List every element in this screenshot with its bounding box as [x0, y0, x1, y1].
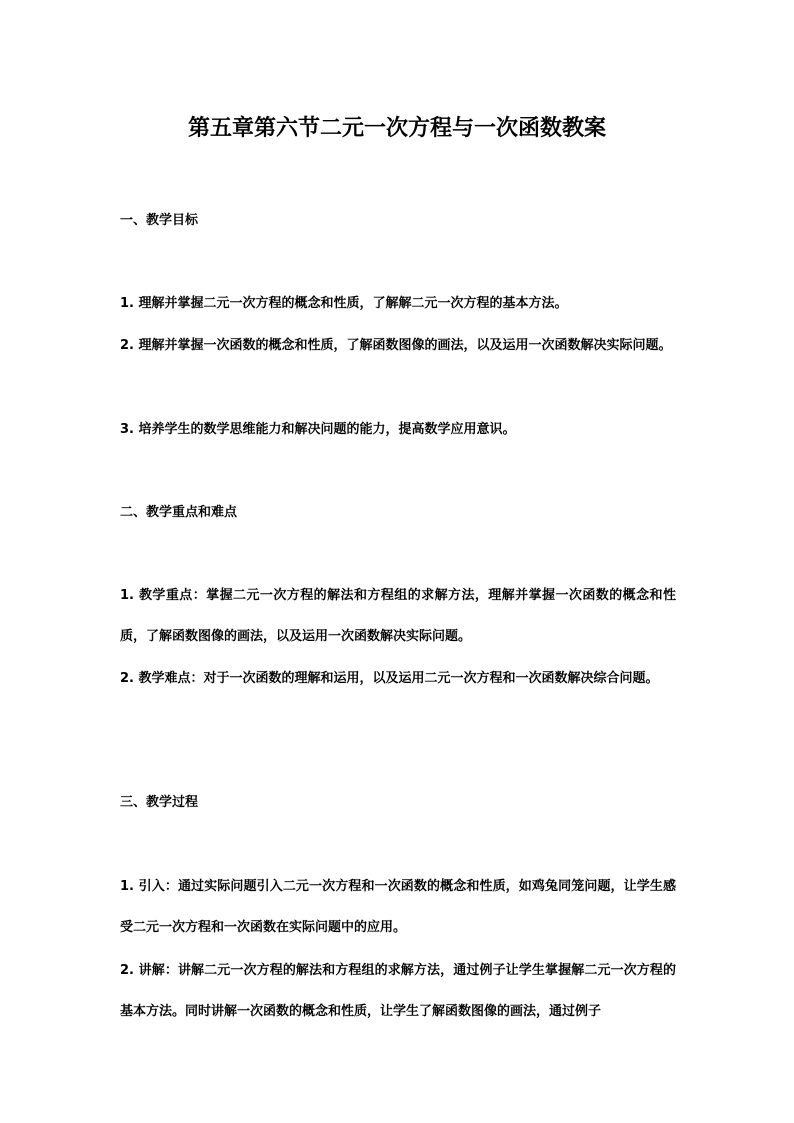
section-heading-key-points: 二、教学重点和难点	[120, 505, 238, 520]
paragraph-difficulty: 2. 教学难点：对于一次函数的理解和运用，以及运用二元一次方程和一次函数解决综合问题。	[120, 671, 659, 686]
paragraph-key-point: 1. 教学重点：掌握二元一次方程的解法和方程组的求解方法，理解并掌握一次函数的概念和性质，了解函数图像的画法，以及运用一次函数解决实际问题。	[120, 588, 676, 644]
paragraph-objective-1: 1. 理解并掌握二元一次方程的概念和性质，了解解二元一次方程的基本方法。	[120, 296, 568, 311]
paragraph-objective-3: 3. 培养学生的数学思维能力和解决问题的能力，提高数学应用意识。	[120, 422, 516, 437]
paragraph-process-lecture: 2. 讲解：讲解二元一次方程的解法和方程组的求解方法，通过例子让学生掌握解二元一次方程的基本方法。同时讲解一次函数的概念和性质，让学生了解函数图像的画法，通过例子	[120, 963, 676, 1019]
section-heading-objectives: 一、教学目标	[120, 213, 199, 228]
section-heading-process: 三、教学过程	[120, 795, 199, 810]
document-title: 第五章第六节二元一次方程与一次函数教案	[187, 116, 606, 141]
paragraph-objective-2: 2. 理解并掌握一次函数的概念和性质，了解函数图像的画法，以及运用一次函数解决实际问题。	[120, 338, 672, 353]
paragraph-process-intro: 1. 引入：通过实际问题引入二元一次方程和一次函数的概念和性质，如鸡兔同笼问题，让学生感受二元一次方程和一次函数在实际问题中的应用。	[120, 879, 676, 935]
